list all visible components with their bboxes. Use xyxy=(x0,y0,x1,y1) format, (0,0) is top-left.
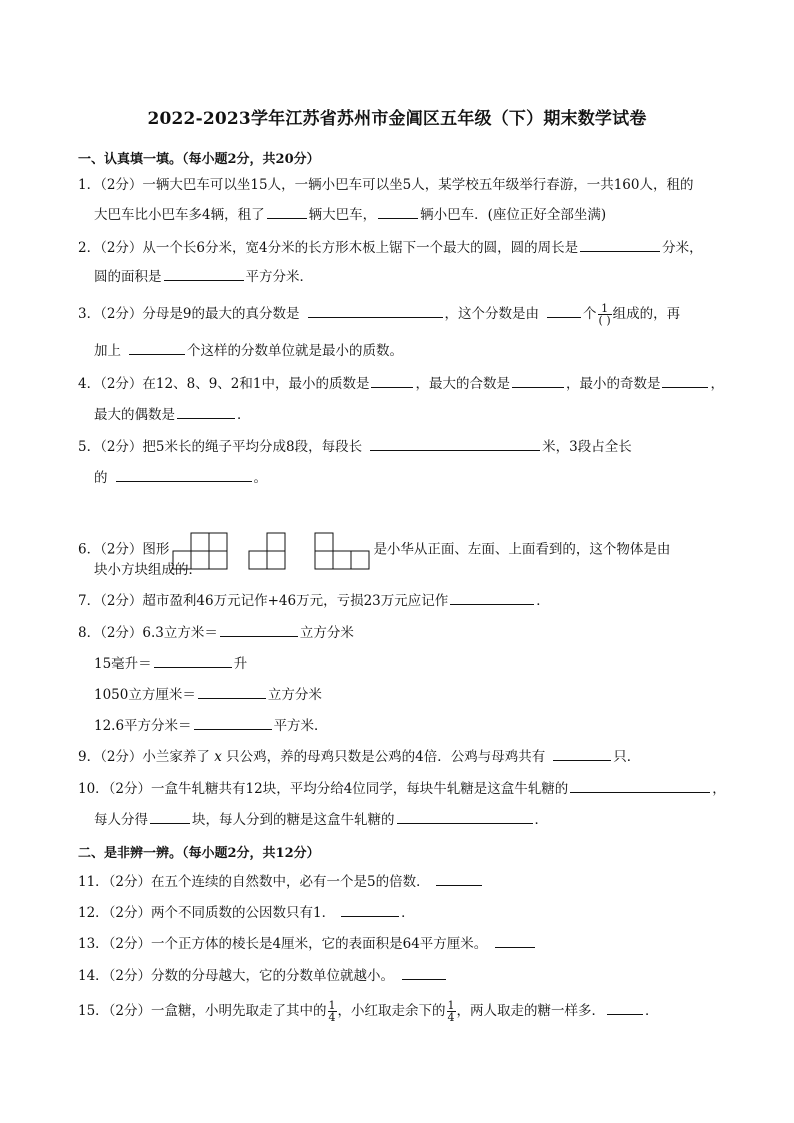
q3-line1 xyxy=(78,303,680,326)
q9-variable: x xyxy=(214,749,222,765)
q3-text-a1: 3．（2分）分母是9的最大的真分数是 xyxy=(78,306,300,322)
q2-line1 xyxy=(78,238,703,257)
q15-blank[interactable] xyxy=(607,1001,643,1015)
q4-line2 xyxy=(94,405,251,424)
q15-text-a2: ，小红取走余下的 xyxy=(337,1003,446,1019)
q11-line xyxy=(78,872,484,891)
q4-text-a1: 4．（2分）在12、8、9、2和1中，最小的质数是 xyxy=(78,376,370,392)
q2-text-b1: 圆的面积是 xyxy=(94,269,162,285)
q14-line xyxy=(78,966,448,985)
q12-blank[interactable] xyxy=(341,903,399,917)
q3-blank-2[interactable] xyxy=(547,304,581,318)
q8-text-c1: 1050立方厘米＝ xyxy=(94,687,196,703)
q14-blank[interactable] xyxy=(402,966,446,980)
q8-text-a2: 立方分米 xyxy=(299,625,354,641)
left-view-figure xyxy=(249,533,285,569)
q10-blank-2[interactable] xyxy=(150,810,190,824)
q8-blank-2[interactable] xyxy=(154,654,232,668)
q5-text-a2: 米，3段占全长 xyxy=(542,439,632,455)
q5-line2 xyxy=(94,468,267,487)
q9-text-a2: 只公鸡，养的母鸡只数是公鸡的4倍．公鸡与母鸡共有 xyxy=(226,749,546,765)
q12-text-a2: ． xyxy=(401,905,415,921)
q15-text-a4: ． xyxy=(645,1003,659,1019)
q4-blank-1[interactable] xyxy=(371,374,413,388)
q10-text-b2: 块，每人分到的糖是这盒牛轧糖的 xyxy=(192,812,395,828)
q7-blank[interactable] xyxy=(450,591,534,605)
q3-text-b1: 加上 xyxy=(94,343,121,359)
q3-text-b2: 个这样的分数单位就是最小的质数。 xyxy=(187,343,403,359)
q1-blank-2[interactable] xyxy=(378,205,418,219)
q1-text: 1．（2分）一辆大巴车可以坐15人，一辆小巴车可以坐5人，某学校五年级举行春游，一共160人，租的 xyxy=(78,177,694,193)
q10-text-a1: 10．（2分）一盒牛轧糖共有12块，平均分给4位同学，每块牛轧糖是这盒牛轧糖的 xyxy=(78,781,569,797)
q10-blank-1[interactable] xyxy=(570,779,710,793)
q10-text-b1: 每人分得 xyxy=(94,812,148,828)
q15-fraction-1 xyxy=(328,1000,337,1023)
q4-text-b1: 最大的偶数是 xyxy=(94,407,175,423)
q1-line1 xyxy=(78,176,693,194)
q1-line2 xyxy=(94,205,606,224)
q10-text-b3: ． xyxy=(534,812,548,828)
q3-fraction-numerator: 1 xyxy=(598,303,612,315)
q1-text-b2: 辆大巴车， xyxy=(308,207,377,223)
q1-blank-1[interactable] xyxy=(267,205,307,219)
q13-line xyxy=(78,934,537,953)
q9-line xyxy=(78,747,640,766)
q6-text-a1: 6．（2分）图形 xyxy=(78,541,170,558)
page-title: 2022-2023学年江苏省苏州市金阊区五年级（下）期末数学试卷 xyxy=(147,109,647,129)
q8-blank-1[interactable] xyxy=(220,623,298,637)
q8-line3 xyxy=(94,685,322,704)
section-heading-fill: 一、认真填一填。（每小题2分，共20分） xyxy=(78,152,320,167)
q13-text: 13．（2分）一个正方体的棱长是4厘米，它的表面积是64平方厘米。 xyxy=(78,936,488,952)
q15-fraction-1-denominator: 4 xyxy=(328,1011,336,1024)
q2-line2 xyxy=(94,267,313,286)
q3-text-a4: 组成的，再 xyxy=(612,306,681,322)
q10-blank-3[interactable] xyxy=(397,810,533,824)
q11-text: 11．（2分）在五个连续的自然数中，必有一个是5的倍数． xyxy=(78,874,430,890)
q12-text: 12．（2分）两个不同质数的公因数只有1． xyxy=(78,905,336,921)
q9-blank[interactable] xyxy=(553,747,611,761)
q3-fraction-denominator: ( ) xyxy=(598,314,611,327)
q12-line xyxy=(78,903,415,922)
q11-blank[interactable] xyxy=(436,872,482,886)
q7-line xyxy=(78,591,550,610)
q8-blank-4[interactable] xyxy=(194,716,272,730)
q3-fraction xyxy=(598,303,612,326)
q8-line4 xyxy=(94,716,328,735)
q8-text-d2: 平方米． xyxy=(273,718,328,734)
q8-blank-3[interactable] xyxy=(198,685,266,699)
q4-blank-4[interactable] xyxy=(177,405,235,419)
q4-blank-3[interactable] xyxy=(662,374,708,388)
q4-text-a3: ，最小的奇数是 xyxy=(565,376,661,392)
q2-text-a1: 2．（2分）从一个长6分米，宽4分米的长方形木板上锯下一个最大的圆，圆的周长是 xyxy=(78,240,579,256)
q5-blank-1[interactable] xyxy=(370,437,540,451)
q5-text-b2: 。 xyxy=(253,470,267,486)
top-view-figure xyxy=(315,533,369,569)
q4-text-a4: ， xyxy=(710,376,724,392)
q15-text-a1: 15．（2分）一盒糖，小明先取走了其中的 xyxy=(78,1003,327,1019)
q7-text-a1: 7．（2分）超市盈利46万元记作+46万元，亏损23万元应记作 xyxy=(78,593,449,609)
q6-text-b1: 块小方块组成的． xyxy=(94,562,202,578)
q5-text-b1: 的 xyxy=(94,470,108,486)
q5-text-a1: 5．（2分）把5米长的绳子平均分成8段，每段长 xyxy=(78,439,363,455)
q13-blank[interactable] xyxy=(495,934,535,948)
q15-text-a3: ，两人取走的糖一样多． xyxy=(456,1003,606,1019)
q2-blank-2[interactable] xyxy=(164,267,244,281)
q2-text-a2: 分米， xyxy=(662,240,703,256)
q3-blank-3[interactable] xyxy=(129,341,185,355)
q4-line1 xyxy=(78,374,724,393)
q3-text-a2: ，这个分数是由 xyxy=(444,306,540,322)
q9-text-a3: 只． xyxy=(613,749,641,765)
q10-line2 xyxy=(94,810,548,829)
q4-blank-2[interactable] xyxy=(512,374,564,388)
q3-line2 xyxy=(94,341,403,360)
q14-text: 14．（2分）分数的分母越大，它的分数单位就越小。 xyxy=(78,968,395,984)
q6-line2 xyxy=(94,561,202,579)
q2-blank-1[interactable] xyxy=(580,238,660,252)
q5-line1 xyxy=(78,437,632,456)
q15-fraction-2-numerator: 1 xyxy=(447,999,455,1012)
q15-line xyxy=(78,1000,659,1023)
q1-text-b3: 辆小巴车．(座位正好全部坐满) xyxy=(420,207,607,223)
q6-text-a2: 是小华从正面、左面、上面看到的，这个物体是由 xyxy=(373,541,671,558)
q8-text-b1: 15毫升＝ xyxy=(94,656,152,672)
section-heading-judge: 二、是非辨一辨。（每小题2分，共12分） xyxy=(78,846,320,861)
q15-fraction-1-numerator: 1 xyxy=(328,999,336,1012)
q8-text-a1: 8．（2分）6.3立方米＝ xyxy=(78,625,218,641)
q7-text-a2: ． xyxy=(536,593,550,609)
q9-text-a1: 9．（2分）小兰家养了 xyxy=(78,749,210,765)
q2-text-b2: 平方分米． xyxy=(245,269,313,285)
q10-text-a2: ， xyxy=(712,781,726,797)
q3-text-a3: 个 xyxy=(583,306,597,322)
q8-line2 xyxy=(94,654,247,673)
q3-blank-1[interactable] xyxy=(308,304,443,318)
q8-text-b2: 升 xyxy=(233,656,248,672)
q4-text-b2: ． xyxy=(237,407,251,423)
q5-blank-2[interactable] xyxy=(116,468,252,482)
q4-text-a2: ，最大的合数是 xyxy=(415,376,510,392)
q10-line1 xyxy=(78,779,726,798)
q15-fraction-2-denominator: 4 xyxy=(447,1011,455,1024)
q8-line1 xyxy=(78,623,354,642)
q1-text-b1: 大巴车比小巴车多4辆，租了 xyxy=(94,207,265,223)
q8-text-c2: 立方分米 xyxy=(267,687,322,703)
q8-text-d1: 12.6平方分米＝ xyxy=(94,718,192,734)
q15-fraction-2 xyxy=(447,1000,456,1023)
